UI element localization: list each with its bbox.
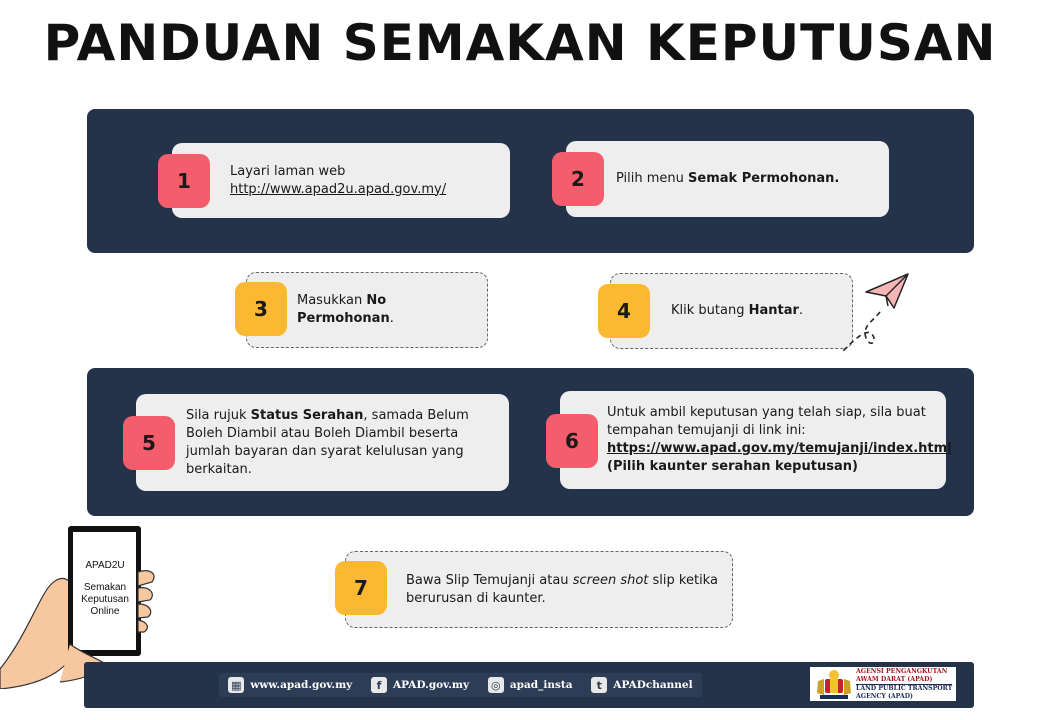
- step-2-text: Pilih menu: [616, 171, 689, 186]
- step-5-suffix: , samada Belum Boleh Diambil atau Boleh Diambil beserta jumlah bayaran dan syarat kelulusan yang berkaitan.: [186, 407, 469, 477]
- step-7-text: Bawa Slip Temujanji atau: [406, 572, 573, 588]
- step-7-italic: screen shot: [572, 572, 649, 588]
- step-2-suffix: .: [834, 171, 840, 186]
- logo-line-4: AGENCY (APAD): [856, 692, 913, 700]
- step-4-suffix: .: [798, 303, 804, 318]
- logo-line-2: AWAM DARAT (APAD): [856, 675, 933, 683]
- phone-app-name: APAD2U: [85, 560, 125, 571]
- step-5-card: [136, 394, 509, 491]
- step-1-link[interactable]: http://www.apad2u.apad.gov.my/: [230, 181, 447, 197]
- step-6-card: [560, 391, 952, 489]
- step-5-number: 5: [123, 416, 175, 470]
- twitter-icon: t: [591, 677, 607, 693]
- step-6-link[interactable]: https://www.apad.gov.my/temujanji/index.html: [607, 441, 952, 456]
- facebook-label: APAD.gov.my: [393, 679, 470, 691]
- step-3-bold: No Permohonan: [297, 293, 390, 326]
- logo-line-1: AGENSI PENGANGKUTAN: [856, 668, 948, 675]
- twitter-link[interactable]: [591, 677, 692, 693]
- apad-logo: [810, 667, 956, 701]
- website-label: www.apad.gov.my: [250, 679, 353, 691]
- logo-line-3: LAND PUBLIC TRANSPORT: [856, 685, 953, 692]
- step-6-number: 6: [546, 414, 598, 468]
- step-1-card: [172, 143, 510, 218]
- step-1-text: Layari laman web: [230, 163, 346, 179]
- twitter-label: APADchannel: [613, 679, 693, 691]
- page-title: PANDUAN SEMAKAN KEPUTUSAN: [43, 14, 997, 72]
- step-6-bold: (Pilih kaunter serahan keputusan): [607, 459, 858, 474]
- step-5-text: Sila rujuk: [186, 407, 251, 423]
- step-5-bold: Status Serahan: [250, 407, 364, 423]
- phone-caption: Semakan Keputusan Online: [81, 582, 129, 617]
- step-3-suffix: .: [389, 311, 394, 326]
- facebook-icon: f: [371, 677, 387, 693]
- crest-logo: [812, 667, 856, 701]
- step-2-bold: Semak Permohonan: [688, 171, 835, 186]
- paper-plane-icon: [836, 270, 916, 356]
- instagram-label: apad_insta: [509, 679, 573, 691]
- step-7-number: 7: [335, 561, 387, 615]
- website-link[interactable]: [228, 677, 352, 693]
- step-4-text: Klik butang: [671, 303, 749, 318]
- facebook-link[interactable]: [371, 677, 469, 693]
- step-7-card: [345, 551, 733, 628]
- step-3-number: 3: [235, 282, 287, 336]
- social-links: [219, 673, 702, 697]
- step-2-card: [566, 141, 889, 217]
- phone-screen: [72, 530, 138, 618]
- step-2-number: 2: [552, 152, 604, 206]
- step-4-bold: Hantar: [748, 303, 799, 318]
- instagram-link[interactable]: [488, 677, 573, 693]
- step-1-number: 1: [158, 154, 210, 208]
- step-6-text: Untuk ambil keputusan yang telah siap, sila buat tempahan temujanji di link ini:: [607, 405, 926, 438]
- step-3-text: Masukkan: [297, 293, 367, 308]
- step-7-suffix: slip ketika berurusan di kaunter.: [406, 572, 718, 606]
- instagram-icon: ◎: [488, 677, 504, 693]
- step-4-number: 4: [598, 284, 650, 338]
- web-icon: ▦: [228, 677, 244, 693]
- logo-text: [856, 668, 952, 700]
